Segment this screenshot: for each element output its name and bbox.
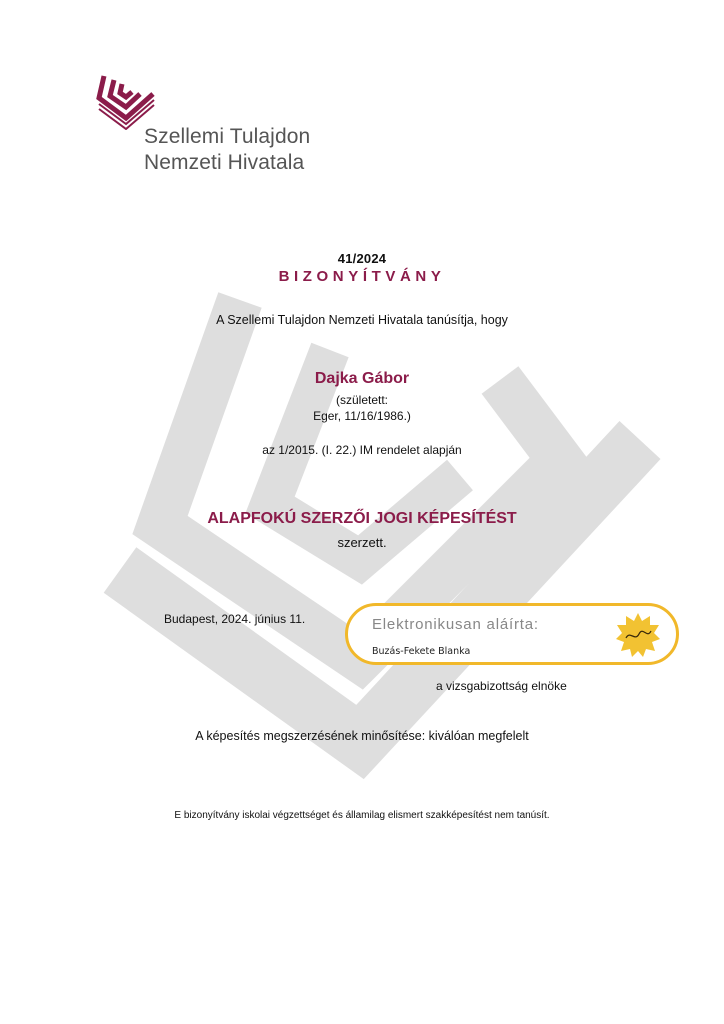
qualification-title: ALAPFOKÚ SZERZŐI JOGI KÉPESÍTÉST (207, 510, 517, 527)
organization-name-line1: Szellemi Tulajdon (144, 125, 311, 148)
obtained-text: szerzett. (337, 535, 387, 550)
signature-seal-icon (616, 613, 660, 657)
grade-text: A képesítés megszerzésének minősítése: kiválóan megfelelt (195, 729, 529, 743)
certificate-number: 41/2024 (337, 251, 387, 266)
recipient-name: Dajka Gábor (314, 370, 410, 387)
board-role: a vizsgabizottság elnöke (436, 679, 567, 693)
regulation-text: az 1/2015. (I. 22.) IM rendelet alapján (262, 443, 462, 457)
certificate-title: BIZONYÍTVÁNY (278, 268, 446, 285)
organization-name (144, 124, 310, 176)
disclaimer-text: E bizonyítvány iskolai végzettséget és államilag elismert szakképesítést nem tanúsít. (174, 810, 550, 821)
place-date: Budapest, 2024. június 11. (164, 612, 306, 626)
born-detail: Eger, 11/16/1986.) (313, 409, 411, 423)
signer-name: Buzás-Fekete Blanka (372, 646, 471, 657)
electronic-signature-box (345, 603, 679, 665)
certifies-text: A Szellemi Tulajdon Nemzeti Hivatala tanúsítja, hogy (216, 313, 508, 327)
organization-name-line2: Nemzeti Hivatala (144, 151, 305, 174)
organization-logo-icon (96, 72, 156, 130)
electronic-signature-label: Elektronikusan aláírta: (372, 616, 539, 633)
born-label: (született: (335, 393, 389, 407)
